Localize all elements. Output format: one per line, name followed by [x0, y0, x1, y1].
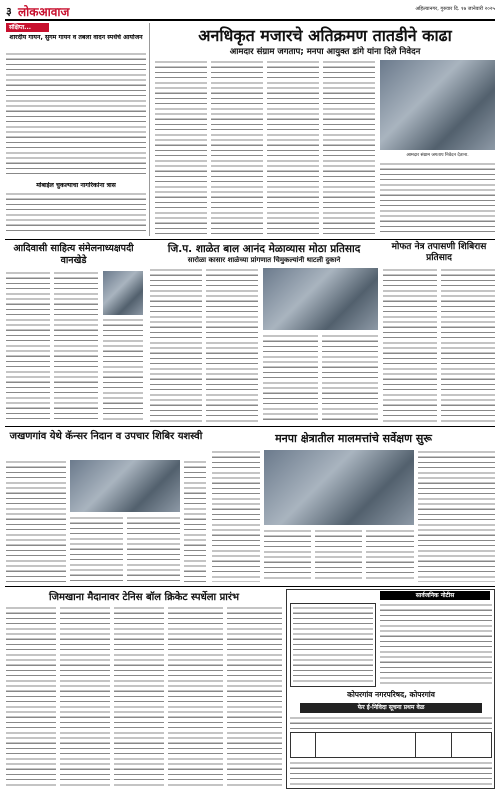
- kopargaon-title: कोपरगांव नगरपरिषद, कोपरगांव: [347, 690, 435, 699]
- cancer-headline: जखणगांव येथे कॅन्सर निदान व उपचार शिबिर यशस्वी: [9, 431, 203, 442]
- section-rule-1: [5, 239, 495, 240]
- tennis-body-col1: [6, 606, 56, 789]
- lead-body-col1: [155, 60, 207, 236]
- tennis-body-col3: [114, 606, 164, 789]
- cancer-body-col3: [127, 516, 180, 582]
- sankshipt-item1-body: [6, 52, 146, 178]
- public-notice-body: [380, 603, 492, 685]
- sankshipt-label: संक्षिप्त...: [6, 23, 49, 32]
- tennis-headline: जिमखाना मैदानावर टेनिस बॉल क्रिकेट स्पर्धेला प्रारंभ: [49, 592, 239, 603]
- etender-table: [290, 732, 492, 758]
- shala-body-col3: [263, 334, 318, 423]
- shala-subhead: सारोळा कासार शाळेच्या प्रांगणात चिमुकल्यांनी थाटली दुकाने: [187, 256, 341, 264]
- malmatta-body-col1: [212, 450, 260, 582]
- kopargaon-top-body: [293, 606, 373, 684]
- dateline: अहिल्यानगर, गुरुवार दि. १७ जानेवारी २०२५: [415, 6, 495, 12]
- lead-subhead: आमदार संग्राम जगताप; मनपा आयुक्त डांगे यांना दिले निवेदन: [229, 47, 421, 57]
- malmatta-body-col3: [315, 529, 362, 582]
- aadivasi-body-col3: [103, 318, 143, 423]
- malmatta-photo: [264, 450, 414, 525]
- netra-body-col2: [441, 268, 495, 423]
- shala-photo: [263, 268, 378, 330]
- lead-body-col3: [267, 60, 319, 236]
- lead-body-col2: [211, 60, 263, 236]
- aadivasi-body-col1: [6, 271, 50, 423]
- lead-body-col4: [323, 60, 375, 236]
- netra-body-col1: [383, 268, 437, 423]
- tennis-body-col2: [60, 606, 110, 789]
- netra-headline: मोफत नेत्र तपासणी शिबिरास प्रतिसाद: [391, 242, 487, 263]
- etender-intro: [290, 716, 492, 730]
- aadivasi-photo: [103, 271, 143, 315]
- masthead-rule: [5, 19, 495, 21]
- shala-body-col1: [150, 268, 202, 423]
- sankshipt-item2-title: मोबाईल चुकल्याचा नागरिकांना त्रास: [36, 182, 116, 189]
- section-rule-3: [5, 586, 495, 587]
- etender-title: फेर ई-निविदा सूचना प्रथम वेळ: [300, 703, 482, 713]
- sankshipt-item1-title: शारदीय गायन, सुगम गायन व तबला वादन स्पर्धेचे आयोजन: [9, 34, 143, 41]
- lead-body-col5: [380, 162, 495, 236]
- sankshipt-item2-body: [6, 192, 146, 234]
- shala-body-col4: [322, 334, 378, 423]
- cancer-body-col1: [6, 460, 66, 582]
- col-divider: [149, 23, 150, 236]
- page-number: ३: [6, 5, 12, 18]
- public-notice-title: सार्वजनिक नोटीस: [380, 591, 490, 600]
- malmatta-body-col5: [418, 450, 495, 582]
- section-rule-2: [5, 426, 495, 427]
- lead-headline: अनधिकृत मजारचे अतिक्रमण तातडीने काढा: [198, 26, 452, 45]
- brand-logo: लोकआवाज: [18, 5, 70, 19]
- tennis-body-col5: [227, 606, 282, 789]
- lead-photo-caption: आमदार संग्राम जगताप निवेदन देताना.: [406, 153, 469, 158]
- etender-footer: [290, 761, 492, 787]
- aadivasi-headline: आदिवासी साहित्य संमेलनाध्यक्षपदी वानखेडे: [13, 243, 134, 266]
- malmatta-body-col2: [264, 529, 311, 582]
- malmatta-body-col4: [366, 529, 414, 582]
- malmatta-headline: मनपा क्षेत्रातील मालमत्तांचे सर्वेक्षण सुरू: [275, 432, 432, 445]
- cancer-body-col4: [184, 460, 206, 582]
- cancer-photo: [70, 460, 180, 512]
- lead-photo: [380, 60, 495, 150]
- shala-body-col2: [206, 268, 258, 423]
- tennis-body-col4: [168, 606, 223, 789]
- cancer-body-col2: [70, 516, 123, 582]
- aadivasi-body-col2: [54, 271, 98, 423]
- shala-headline: जि.प. शाळेत बाल आनंद मेळाव्यास मोठा प्रतिसाद: [167, 243, 361, 255]
